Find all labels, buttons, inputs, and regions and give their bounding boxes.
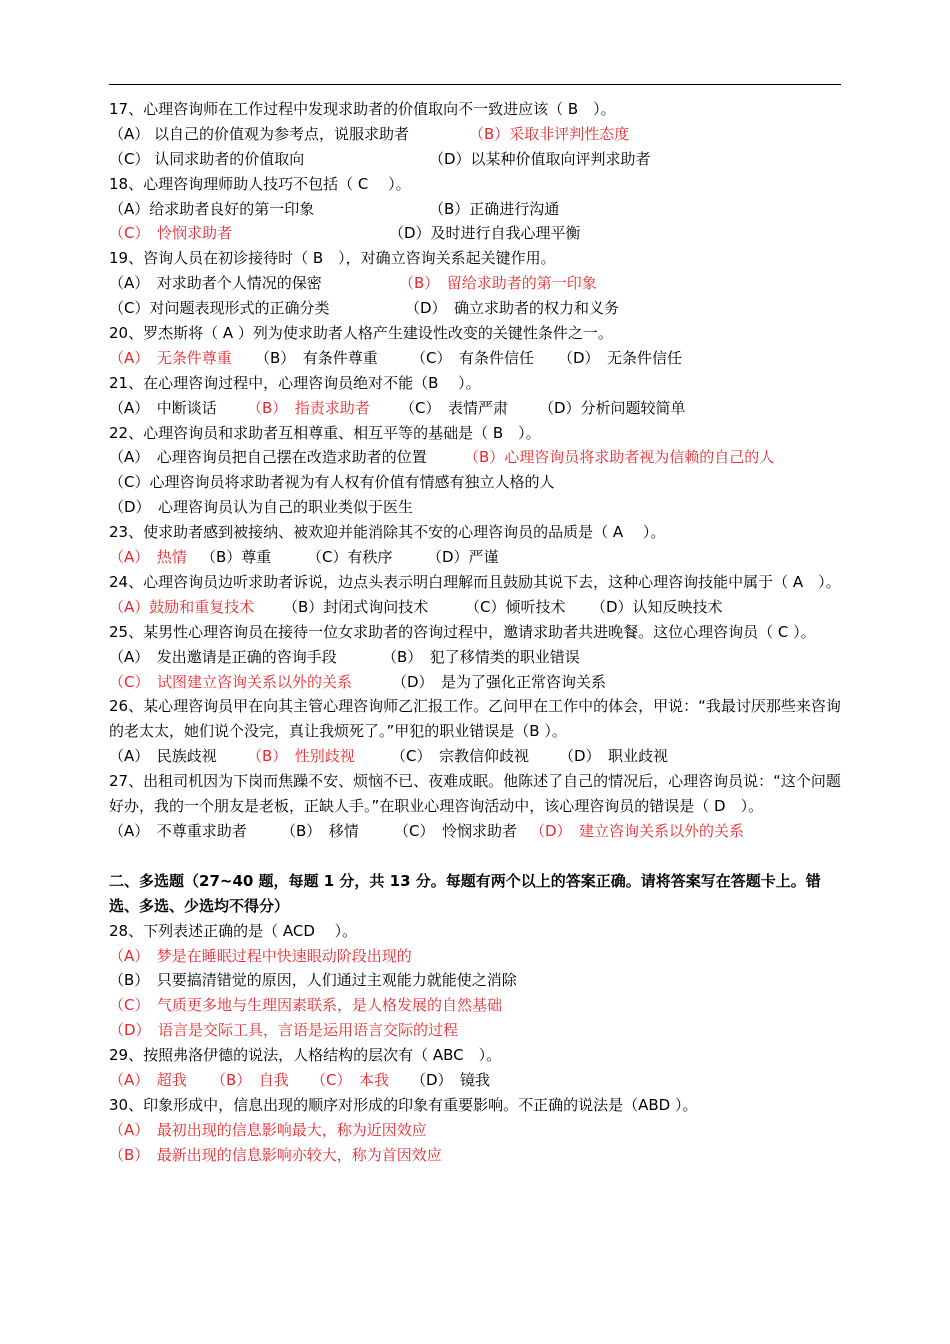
option-row bbox=[109, 819, 849, 844]
option: （C） 怜悯求助者 bbox=[394, 821, 517, 840]
option-answer: （B） 留给求助者的第一印象 bbox=[399, 274, 597, 293]
question-stem: 20、罗杰斯将（ A ）列为使求助者人格产生建设性改变的关键性条件之一。 bbox=[109, 324, 613, 343]
option: （A） 发出邀请是正确的咨询手段 bbox=[109, 647, 337, 666]
option: （C） 有条件信任 bbox=[411, 348, 534, 367]
option: （C）倾听技术 bbox=[465, 597, 566, 616]
question-stem: 27、出租司机因为下岗而焦躁不安、烦恼不已、夜难成眠。他陈述了自己的情况后，心理咨询员说：“这个问题好办，我的一个朋友是老板，正缺人手。”在职业心理咨询活动中，该心理咨询员的错误是（ D ）。 bbox=[109, 772, 841, 816]
option-answer: （A） 无条件尊重 bbox=[109, 348, 232, 367]
header-rule bbox=[109, 84, 841, 85]
option: （C）心理咨询员将求助者视为有人权有价值有情感有独立人格的人 bbox=[109, 473, 555, 492]
option-answer: （B） 最新出现的信息影响亦较大，称为首因效应 bbox=[109, 1145, 442, 1164]
option-answer: （A） 热情 bbox=[109, 548, 187, 567]
option: （A）给求助者良好的第一印象 bbox=[109, 199, 315, 218]
option: （D） 是为了强化正常咨询关系 bbox=[392, 672, 607, 691]
option: （B）正确进行沟通 bbox=[429, 199, 560, 218]
option: （A） 对求助者个人情况的保密 bbox=[109, 274, 322, 293]
option-answer: （B） 自我 bbox=[211, 1070, 289, 1089]
option-row bbox=[109, 645, 849, 670]
section-gap bbox=[109, 844, 849, 869]
option: （D） 确立求助者的权力和义务 bbox=[405, 299, 620, 318]
option-row bbox=[109, 197, 849, 222]
option-row bbox=[109, 396, 849, 421]
option: （B） 有条件尊重 bbox=[255, 348, 378, 367]
option: （C） 宗教信仰歧视 bbox=[391, 747, 529, 766]
section-heading: 二、多选题（27~40 题，每题 1 分，共 13 分。每题有两个以上的答案正确。请将答案写在答题卡上。错选、多选、少选均不得分） bbox=[109, 871, 821, 915]
option-row bbox=[109, 296, 849, 321]
option-answer: （B） 指责求助者 bbox=[247, 398, 370, 417]
option-answer: （B） 性别歧视 bbox=[247, 747, 355, 766]
option: （C）对问题表现形式的正确分类 bbox=[109, 299, 330, 318]
option: （D） 心理咨询员认为自己的职业类似于医生 bbox=[109, 498, 414, 517]
option-row bbox=[109, 1068, 849, 1093]
option: （D）以某种价值取向评判求助者 bbox=[429, 149, 651, 168]
option-answer: （A） 超我 bbox=[109, 1070, 187, 1089]
option: （B） 只要搞清错觉的原因，人们通过主观能力就能使之消除 bbox=[109, 971, 517, 990]
option: （B）封闭式询问技术 bbox=[283, 597, 429, 616]
option-answer: （B）心理咨询员将求助者视为信赖的自己的人 bbox=[464, 448, 775, 467]
option: （D）及时进行自我心理平衡 bbox=[389, 224, 581, 243]
option-row bbox=[109, 545, 849, 570]
option-row bbox=[109, 495, 849, 520]
option-answer: （B）采取非评判性态度 bbox=[469, 124, 630, 143]
option-row bbox=[109, 595, 849, 620]
question-stem: 28、下列表述正确的是（ ACD ）。 bbox=[109, 921, 358, 940]
question-stem: 25、某男性心理咨询员在接待一位女求助者的咨询过程中，邀请求助者共进晚餐。这位心理咨询员（ C ）。 bbox=[109, 622, 816, 641]
option-row bbox=[109, 122, 849, 147]
option-answer: （A） 最初出现的信息影响最大，称为近因效应 bbox=[109, 1120, 427, 1139]
option: （A） 中断谈话 bbox=[109, 398, 217, 417]
option: （C） 表情严肃 bbox=[400, 398, 508, 417]
question-stem: 21、在心理咨询过程中，心理咨询员绝对不能（B ）。 bbox=[109, 373, 481, 392]
option-row bbox=[109, 221, 849, 246]
question-stem: 18、心理咨询理师助人技巧不包括（ C ）。 bbox=[109, 174, 411, 193]
option-answer: （D） 建立咨询关系以外的关系 bbox=[530, 821, 745, 840]
option-answer: （C） 怜悯求助者 bbox=[109, 224, 232, 243]
option-answer: （A）鼓励和重复技术 bbox=[109, 597, 255, 616]
option: （A） 不尊重求助者 bbox=[109, 821, 247, 840]
question-stem: 19、咨询人员在初诊接待时（ B ），对确立咨询关系起关键作用。 bbox=[109, 249, 556, 268]
option-row bbox=[109, 470, 849, 495]
option: （C） 认同求助者的价值取向 bbox=[109, 149, 305, 168]
question-stem: 26、某心理咨询员甲在向其主管心理咨询师乙汇报工作。乙问甲在工作中的体会，甲说：“我最讨厌那些来咨询的老太太，她们说个没完，真让我烦死了。”甲犯的职业错误是（B ）。 bbox=[109, 697, 841, 741]
option-row bbox=[109, 445, 849, 470]
option-row bbox=[109, 147, 849, 172]
option: （D） 镜我 bbox=[411, 1070, 491, 1089]
option: （B）尊重 bbox=[201, 548, 272, 567]
option: （A） 心理咨询员把自己摆在改造求助者的位置 bbox=[109, 448, 427, 467]
option: （B） 犯了移情类的职业错误 bbox=[382, 647, 580, 666]
option: （D）认知反映技术 bbox=[591, 597, 723, 616]
question-stem: 30、印象形成中，信息出现的顺序对形成的印象有重要影响。不正确的说法是（ABD ）。 bbox=[109, 1095, 698, 1114]
option-answer: （C） 气质更多地与生理因素联系，是人格发展的自然基础 bbox=[109, 996, 502, 1015]
option-answer: （A） 梦是在睡眠过程中快速眼动阶段出现的 bbox=[109, 946, 412, 965]
question-stem: 29、按照弗洛伊德的说法，人格结构的层次有（ ABC ）。 bbox=[109, 1046, 502, 1065]
option: （B） 移情 bbox=[281, 821, 359, 840]
question-stem: 22、心理咨询员和求助者互相尊重、相互平等的基础是（ B ）。 bbox=[109, 423, 541, 442]
option: （C）有秩序 bbox=[307, 548, 393, 567]
question-stem: 17、心理咨询师在工作过程中发现求助者的价值取向不一致进应该（ B ）。 bbox=[109, 100, 616, 118]
option-answer: （D） 语言是交际工具，言语是运用语言交际的过程 bbox=[109, 1021, 459, 1040]
option: （A） 民族歧视 bbox=[109, 747, 217, 766]
question-stem: 23、使求助者感到被接纳、被欢迎并能消除其不安的心理咨询员的品质是（ A ）。 bbox=[109, 523, 666, 542]
option-row bbox=[109, 346, 849, 371]
option-row bbox=[109, 744, 849, 769]
option-row bbox=[109, 670, 849, 695]
document-body bbox=[109, 97, 849, 1168]
option-answer: （C） 试图建立咨询关系以外的关系 bbox=[109, 672, 352, 691]
question-stem: 24、心理咨询员边听求助者诉说，边点头表示明白理解而且鼓励其说下去，这种心理咨询技能中属于（ A ）。 bbox=[109, 572, 841, 591]
option: （D）严谨 bbox=[427, 548, 499, 567]
option: （D） 职业歧视 bbox=[559, 747, 669, 766]
option: （A） 以自己的价值观为参考点，说服求助者 bbox=[109, 124, 410, 143]
option-answer: （C） 本我 bbox=[311, 1070, 389, 1089]
option: （D） 无条件信任 bbox=[558, 348, 683, 367]
option: （D）分析问题较简单 bbox=[539, 398, 686, 417]
option-row bbox=[109, 271, 849, 296]
